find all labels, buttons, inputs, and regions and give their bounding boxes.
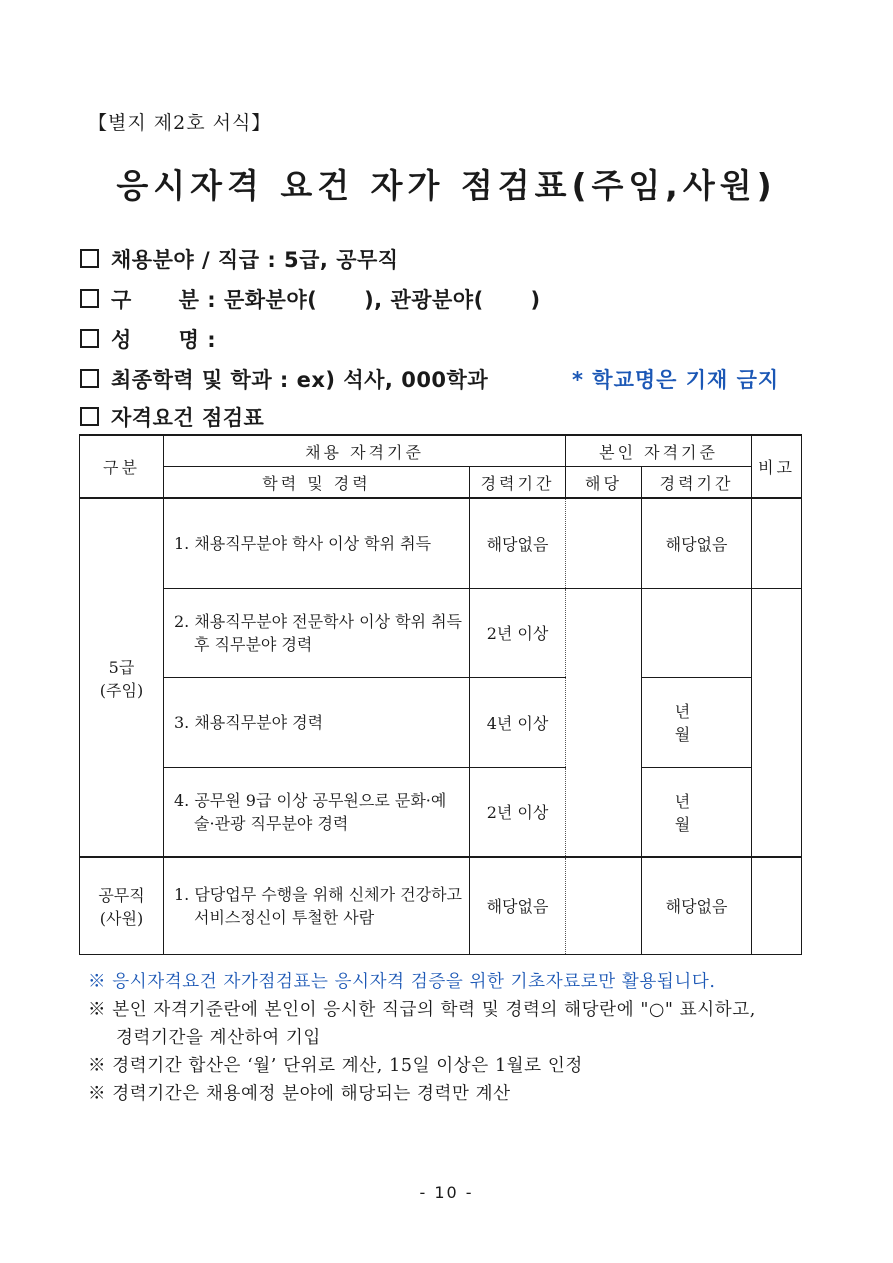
header-category: 구분: [80, 435, 164, 498]
applicable-cell[interactable]: [566, 498, 642, 588]
category-line: 5급: [108, 657, 135, 677]
career-period-cell: 2년 이상: [470, 767, 566, 857]
checkbox-square-icon: [80, 407, 99, 426]
notes-block: [88, 968, 756, 1108]
info-text: 최종학력 및 학과 : ex) 석사, 000학과: [111, 368, 489, 392]
note-line: 경력기간을 계산하여 기입: [116, 1028, 321, 1048]
table-row: [80, 767, 802, 857]
checkbox-square-icon: [80, 329, 99, 348]
self-period-cell[interactable]: 년 월: [642, 767, 752, 857]
document-title: 응시자격 요건 자가 점검표(주임,사원): [116, 166, 777, 205]
qualification-table: [79, 434, 802, 955]
info-text: 자격요건 점검표: [111, 406, 265, 430]
self-period-cell[interactable]: 년 월: [642, 678, 752, 768]
category-line: (사원): [99, 908, 144, 928]
career-period-cell: 해당없음: [470, 857, 566, 955]
self-period-cell[interactable]: 해당없음: [642, 857, 752, 955]
criteria-cell: 2. 채용직무분야 전문학사 이상 학위 취득 후 직무분야 경력: [164, 588, 470, 678]
criteria-cell: 1. 담당업무 수행을 위해 신체가 건강하고 서비스정신이 투철한 사람: [164, 857, 470, 955]
info-text: 구 분 : 문화분야( ), 관광분야( ): [111, 288, 541, 312]
note-line: ※ 응시자격요건 자가점검표는 응시자격 검증을 위한 기초자료로만 활용됩니다.: [88, 972, 716, 992]
header-self-period: 경력기간: [642, 467, 752, 499]
criteria-cell: 1. 채용직무분야 학사 이상 학위 취득: [164, 498, 470, 588]
note-line: ※ 경력기간 합산은 ‘월’ 단위로 계산, 15일 이상은 1월로 인정: [88, 1056, 583, 1076]
info-education: [80, 364, 488, 394]
applicable-cell[interactable]: [566, 588, 642, 857]
remarks-cell[interactable]: [752, 857, 802, 955]
info-text: 성 명 :: [111, 328, 217, 352]
checkbox-square-icon: [80, 249, 99, 268]
note-line: ※ 본인 자격기준란에 본인이 응시한 직급의 학력 및 경력의 해당란에 "○" 표시하고,: [88, 1000, 756, 1020]
info-recruit-field: [80, 244, 399, 274]
criteria-cell: 3. 채용직무분야 경력: [164, 678, 470, 768]
self-period-cell[interactable]: 해당없음: [642, 498, 752, 588]
category-line: 공무직: [98, 885, 145, 905]
checkbox-square-icon: [80, 369, 99, 388]
criteria-cell: 4. 공무원 9급 이상 공무원으로 문화·예 술·관광 직무분야 경력: [164, 767, 470, 857]
info-name: [80, 324, 216, 354]
header-applicable: 해당: [566, 467, 642, 499]
career-period-cell: 해당없음: [470, 498, 566, 588]
info-division: [80, 284, 541, 314]
remarks-cell[interactable]: [752, 498, 802, 588]
category-grade5: [80, 498, 164, 856]
table-row: [80, 588, 802, 678]
table-row: [80, 857, 802, 955]
school-name-notice: * 학교명은 기재 금지: [572, 368, 780, 392]
category-line: (주임): [99, 680, 144, 700]
remarks-cell[interactable]: [752, 588, 802, 857]
checkbox-square-icon: [80, 289, 99, 308]
category-civil-worker: [80, 857, 164, 955]
info-text: 채용분야 / 직급 : 5급, 공무직: [111, 248, 399, 272]
header-self-criteria: 본인 자격기준: [566, 435, 752, 467]
form-number-label: 【별지 제2호 서식】: [88, 112, 272, 134]
page-number: - 10 -: [419, 1183, 474, 1202]
info-checklist-heading: [80, 402, 264, 432]
table-row: [80, 498, 802, 588]
career-period-cell: 4년 이상: [470, 678, 566, 768]
career-period-cell: 2년 이상: [470, 588, 566, 678]
header-recruit-criteria: 채용 자격기준: [164, 435, 566, 467]
table-row: [80, 678, 802, 768]
header-edu-career: 학력 및 경력: [164, 467, 470, 499]
self-period-cell[interactable]: [642, 588, 752, 678]
applicable-cell[interactable]: [566, 857, 642, 955]
header-career-period: 경력기간: [470, 467, 566, 499]
note-line: ※ 경력기간은 채용예정 분야에 해당되는 경력만 계산: [88, 1084, 511, 1104]
header-remarks: 비고: [752, 435, 802, 498]
